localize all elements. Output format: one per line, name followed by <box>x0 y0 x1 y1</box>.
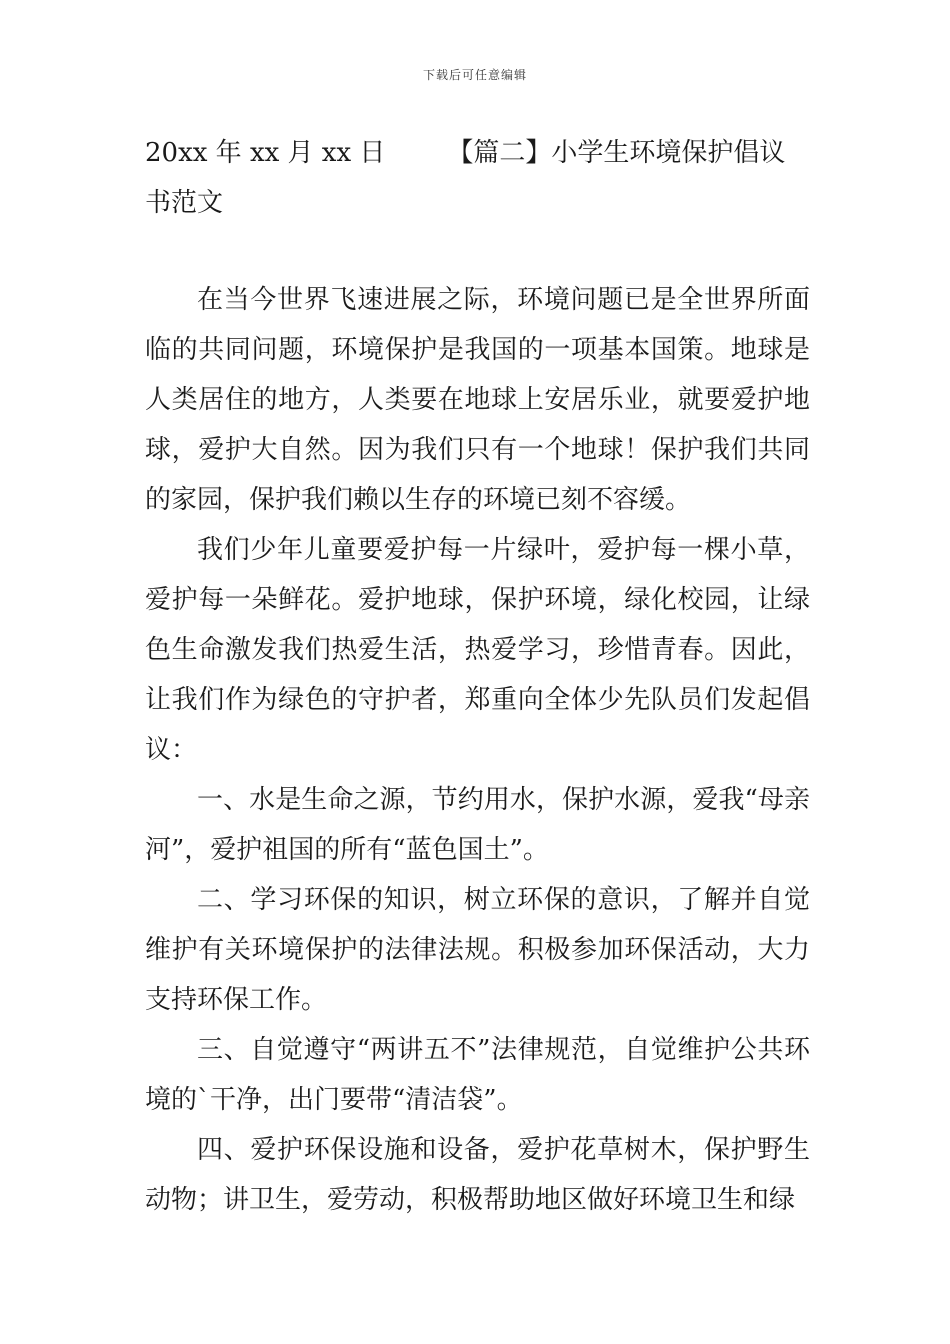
title-heading: 【篇二】小学生环境保护倡议书范文 <box>145 138 786 218</box>
paragraph: 我们少年儿童要爱护每一片绿叶，爱护每一棵小草，爱护每一朵鲜花。爱护地球，保护环境，绿化校园，让绿色生命激发我们热爱生活，热爱学习，珍惜青春。因此，让我们作为绿色的守护者，郑重向全体少先队员们发起倡议： <box>145 535 810 765</box>
document-title <box>145 128 810 228</box>
document-body <box>145 275 810 1225</box>
paragraph: 一、水是生命之源，节约用水，保护水源，爱我“母亲河”，爱护祖国的所有“蓝色国土”。 <box>145 785 810 865</box>
title-date: 20xx 年 xx 月 xx 日 <box>145 138 386 168</box>
header-note: 下载后可任意编辑 <box>422 68 527 82</box>
paragraph: 在当今世界飞速进展之际，环境问题已是全世界所面临的共同问题，环境保护是我国的一项基本国策。地球是人类居住的地方，人类要在地球上安居乐业，就要爱护地球，爱护大自然。因为我们只有一个地球！保护我们共同的家园，保护我们赖以生存的环境已刻不容缓。 <box>145 285 810 515</box>
paragraph: 二、学习环保的知识，树立环保的意识，了解并自觉维护有关环境保护的法律法规。积极参加环保活动，大力支持环保工作。 <box>145 885 810 1015</box>
paragraph: 四、爱护环保设施和设备，爱护花草树木，保护野生动物；讲卫生，爱劳动，积极帮助地区做好环境卫生和绿 <box>145 1135 810 1215</box>
paragraph: 三、自觉遵守“两讲五不”法律规范，自觉维护公共环境的`干净，出门要带“清洁袋”。 <box>145 1035 810 1115</box>
